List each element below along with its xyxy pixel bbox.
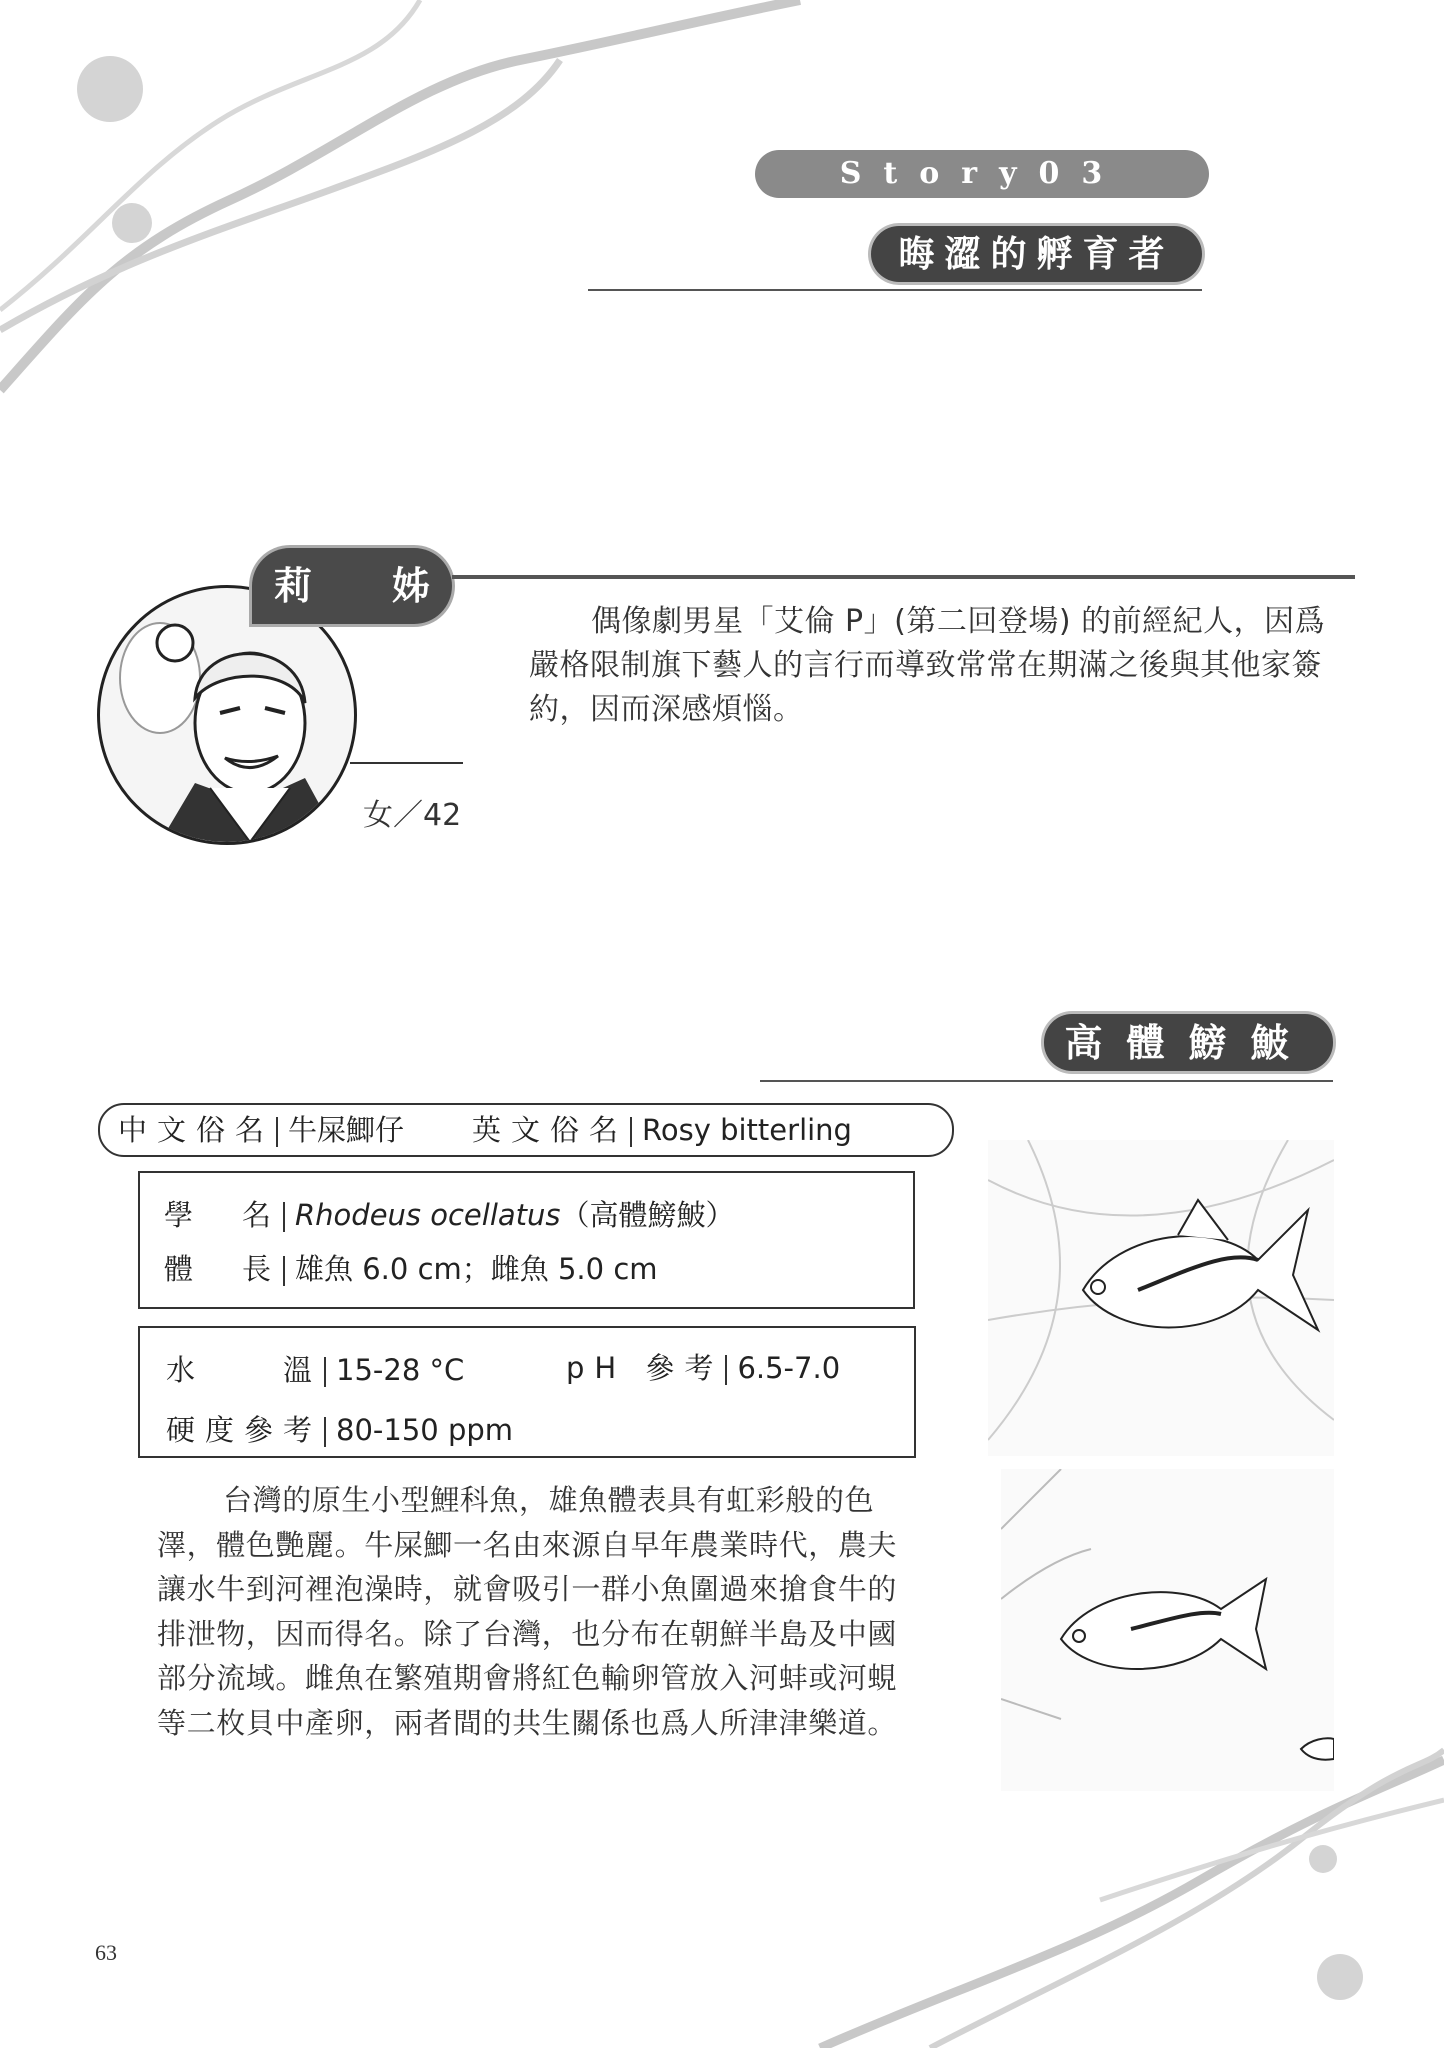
title-divider <box>588 289 1202 291</box>
character-name-tab <box>252 548 452 624</box>
hardness-label: 硬度參考 <box>166 1413 323 1447</box>
temp-label: 水 溫 <box>166 1353 323 1387</box>
ph-label: pH 參考 <box>566 1351 724 1385</box>
length-label: 體 長 <box>164 1252 282 1286</box>
scientific-label: 學 名 <box>164 1198 282 1232</box>
scientific-note: （高體鰟鮍） <box>560 1198 735 1232</box>
common-name-zh: 牛屎鯽仔 <box>288 1113 405 1147</box>
character-profile: 女／42 <box>363 798 462 833</box>
ph-value: 6.5-7.0 <box>737 1351 841 1385</box>
character-portrait <box>97 585 357 845</box>
hardness-value: 80-150 ppm <box>336 1413 514 1447</box>
profile-divider <box>350 762 463 764</box>
species-description: 台灣的原生小型鯉科魚，雄魚體表具有虹彩般的色澤，體色艷麗。牛屎鯽一名由來源自早年農業時代，農夫讓水牛到河裡泡澡時，就會吸引一群小魚圍過來搶食牛的排泄物，因而得名。除了台灣，也分布在朝鮮半島及中國部分流域。雌魚在繁殖期會將紅色輸卵管放入河蚌或河蜆等二枚貝中產卵，兩者間的共生關係也爲人所津津樂道。 <box>157 1483 898 1740</box>
chapter-title: 晦澀的孵育者 <box>871 226 1202 282</box>
fish-illustration-2 <box>1001 1469 1334 1791</box>
fish-illustration-1 <box>988 1140 1334 1456</box>
temp-value: 15-28 °C <box>336 1353 465 1387</box>
length-value: 雄魚 6.0 cm；雌魚 5.0 cm <box>295 1252 658 1286</box>
character-divider <box>452 575 1355 579</box>
taxonomy-box <box>138 1171 915 1309</box>
species-divider <box>760 1080 1333 1082</box>
common-names <box>98 1103 954 1157</box>
character-description: 偶像劇男星「艾倫 P」(第二回登場) 的前經紀人，因爲嚴格限制旗下藝人的言行而導致常常在期滿之後與其他家簽約，因而深感煩惱。 <box>529 604 1326 727</box>
character-name-second: 姊 <box>392 563 431 608</box>
page-number: 63 <box>95 1940 117 1965</box>
common-name-zh-label: 中文俗名 <box>118 1113 275 1147</box>
scientific-name: Rhodeus ocellatus <box>295 1198 561 1232</box>
species-title: 高體鰟鮍 <box>1044 1014 1333 1071</box>
story-label: Story03 <box>755 150 1209 198</box>
common-name-en: Rosy bitterling <box>642 1113 852 1147</box>
common-name-en-label: 英文俗名 <box>472 1113 629 1147</box>
character-name-first: 莉 <box>274 563 313 608</box>
water-params-box <box>138 1326 916 1458</box>
